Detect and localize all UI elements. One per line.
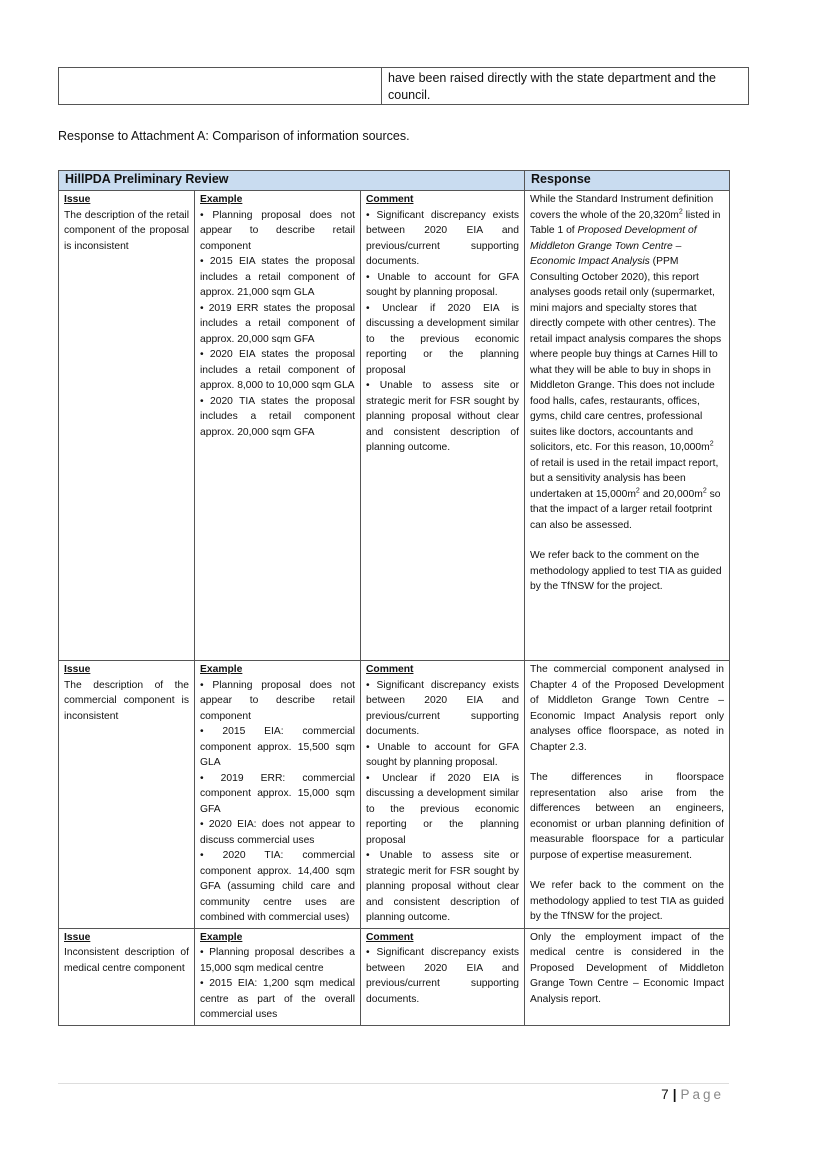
issue-title: Issue (64, 194, 91, 205)
comment-title: Comment (366, 664, 414, 675)
comment-cell (361, 928, 525, 1025)
issue-text: Inconsistent description of medical centre component (64, 947, 189, 974)
response-paragraph: The differences in floorspace representation also arise from the differences between an engineers, economist or urban planning definition of measurable floorspace for a particular purpose of expertise measurement. (530, 772, 725, 861)
footer-divider (58, 1083, 729, 1084)
example-title: Example (200, 664, 243, 675)
comment-item: • Significant discrepancy exists between 2020 EIA and previous/current supporting documents. (366, 209, 520, 267)
header-response: Response (525, 171, 730, 191)
example-item: • Planning proposal describes a 15,000 sqm medical centre (200, 947, 355, 974)
continuation-table (58, 67, 749, 105)
response-cell (525, 191, 730, 661)
example-cell (195, 928, 361, 1025)
page-number-separator: | (672, 1087, 677, 1102)
comparison-table (58, 170, 730, 1026)
example-item: • 2015 EIA states the proposal includes a retail component of approx. 21,000 sqm GLA (200, 256, 355, 298)
example-title: Example (200, 194, 243, 205)
comment-cell (361, 191, 525, 661)
response-paragraph: Only the employment impact of the medical centre is considered in the Proposed Development of Middleton Grange Town Centre – Economic Impact Analysis report. (530, 931, 725, 1005)
response-paragraph: We refer back to the comment on the methodology applied to test TIA as guided by the TfNSW for the project. (530, 550, 722, 592)
issue-cell (59, 928, 195, 1025)
response-paragraph: While the Standard Instrument definition covers the whole of the $20,320m^2$ listed in Table 1 of Proposed Development of Middleton Grange Town Centre – Economic Impact Analysis (PPM Consulting October 2020), this report analyses goods retail only (supermarket, mini majors and specialty stores that directly compete with other centres). The retail impact analysis compares the shops where people buy things at Carnes Hill to what they will be able to buy in shops in Middleton Grange. This does not include food halls, cafes, restaurants, offices, gyms, child care centres, professional suites like doctors, accountants and solicitors, etc. For this reason, $10,000m^2$ of retail is used in the retail impact report, but a sensitivity analysis has been undertaken at $15,000m^2$ and $20,000m^2$ so that the impact of a larger retail footprint can also be assessed. (530, 194, 722, 531)
comment-item: • Significant discrepancy exists between 2020 EIA and previous/current supporting documents. (366, 679, 520, 737)
example-item: • 2015 EIA: 1,200 sqm medical centre as part of the overall commercial uses (200, 978, 355, 1020)
page-number (661, 1087, 724, 1102)
issue-title: Issue (64, 931, 91, 943)
example-item: • 2019 ERR: commercial component approx. 15,000 sqm GFA (200, 772, 355, 815)
comment-item: • Unable to account for GFA sought by planning proposal. (366, 741, 520, 768)
comment-item: • Unable to account for GFA sought by planning proposal. (366, 271, 520, 298)
issue-text: The description of the commercial component is inconsistent (64, 679, 189, 722)
comment-item: • Unclear if 2020 EIA is discussing a development similar to the previous economic reporting or the planning proposal (366, 772, 520, 846)
table-header-row (59, 171, 730, 191)
page-word: Page (680, 1087, 724, 1102)
response-paragraph: The commercial component analysed in Chapter 4 of the Proposed Development of Middleton Grange Town Centre – Economic Impact Analysis report only analyses office floorspace, as noted in Chapter 2.3. (530, 664, 725, 753)
example-item: • 2020 TIA: commercial component approx. 14,400 sqm GFA (assuming child care and community centre uses are combined with commercial uses) (200, 850, 355, 923)
comment-item: • Unclear if 2020 EIA is discussing a development similar to the previous economic reporting or the planning proposal (366, 302, 520, 376)
continuation-empty-cell (59, 68, 382, 104)
example-item: • 2020 EIA: does not appear to discuss commercial uses (200, 819, 355, 846)
example-item: • 2015 EIA: commercial component approx. 15,500 sqm GLA (200, 726, 355, 768)
table-row (59, 661, 730, 929)
example-item: • 2020 TIA states the proposal includes a retail component approx. 20,000 sqm GFA (200, 395, 355, 438)
issue-text: The description of the retail component of the proposal is inconsistent (64, 209, 189, 252)
issue-cell (59, 661, 195, 929)
example-title: Example (200, 931, 243, 943)
comment-title: Comment (366, 194, 414, 205)
comment-item: • Unable to assess site or strategic merit for FSR sought by planning proposal without clear and consistent description of planning outcome. (366, 380, 520, 453)
table-row (59, 928, 730, 1025)
response-paragraph: We refer back to the comment on the methodology applied to test TIA as guided by the TfNSW for the project. (530, 880, 725, 922)
response-cell (525, 928, 730, 1025)
comment-item: • Significant discrepancy exists between 2020 EIA and previous/current supporting documents. (366, 947, 520, 1005)
continuation-text: have been raised directly with the state department and the council. (388, 71, 716, 102)
example-cell (195, 661, 361, 929)
section-intro: Response to Attachment A: Comparison of information sources. (58, 129, 410, 143)
example-item: • 2019 ERR states the proposal includes a retail component of approx. 20,000 sqm GFA (200, 302, 355, 345)
table-row (59, 191, 730, 661)
example-item: • Planning proposal does not appear to describe retail component (200, 679, 355, 722)
example-item: • Planning proposal does not appear to describe retail component (200, 209, 355, 252)
comment-cell (361, 661, 525, 929)
issue-title: Issue (64, 664, 91, 675)
header-review: HillPDA Preliminary Review (59, 171, 525, 191)
example-cell (195, 191, 361, 661)
page-number-value: 7 (661, 1087, 669, 1102)
comment-item: • Unable to assess site or strategic merit for FSR sought by planning proposal without clear and consistent description of planning outcome. (366, 850, 520, 923)
response-cell (525, 661, 730, 929)
example-item: • 2020 EIA states the proposal includes a retail component of approx. 8,000 to 10,000 sqm GLA (200, 349, 355, 391)
comment-title: Comment (366, 931, 414, 943)
issue-cell (59, 191, 195, 661)
